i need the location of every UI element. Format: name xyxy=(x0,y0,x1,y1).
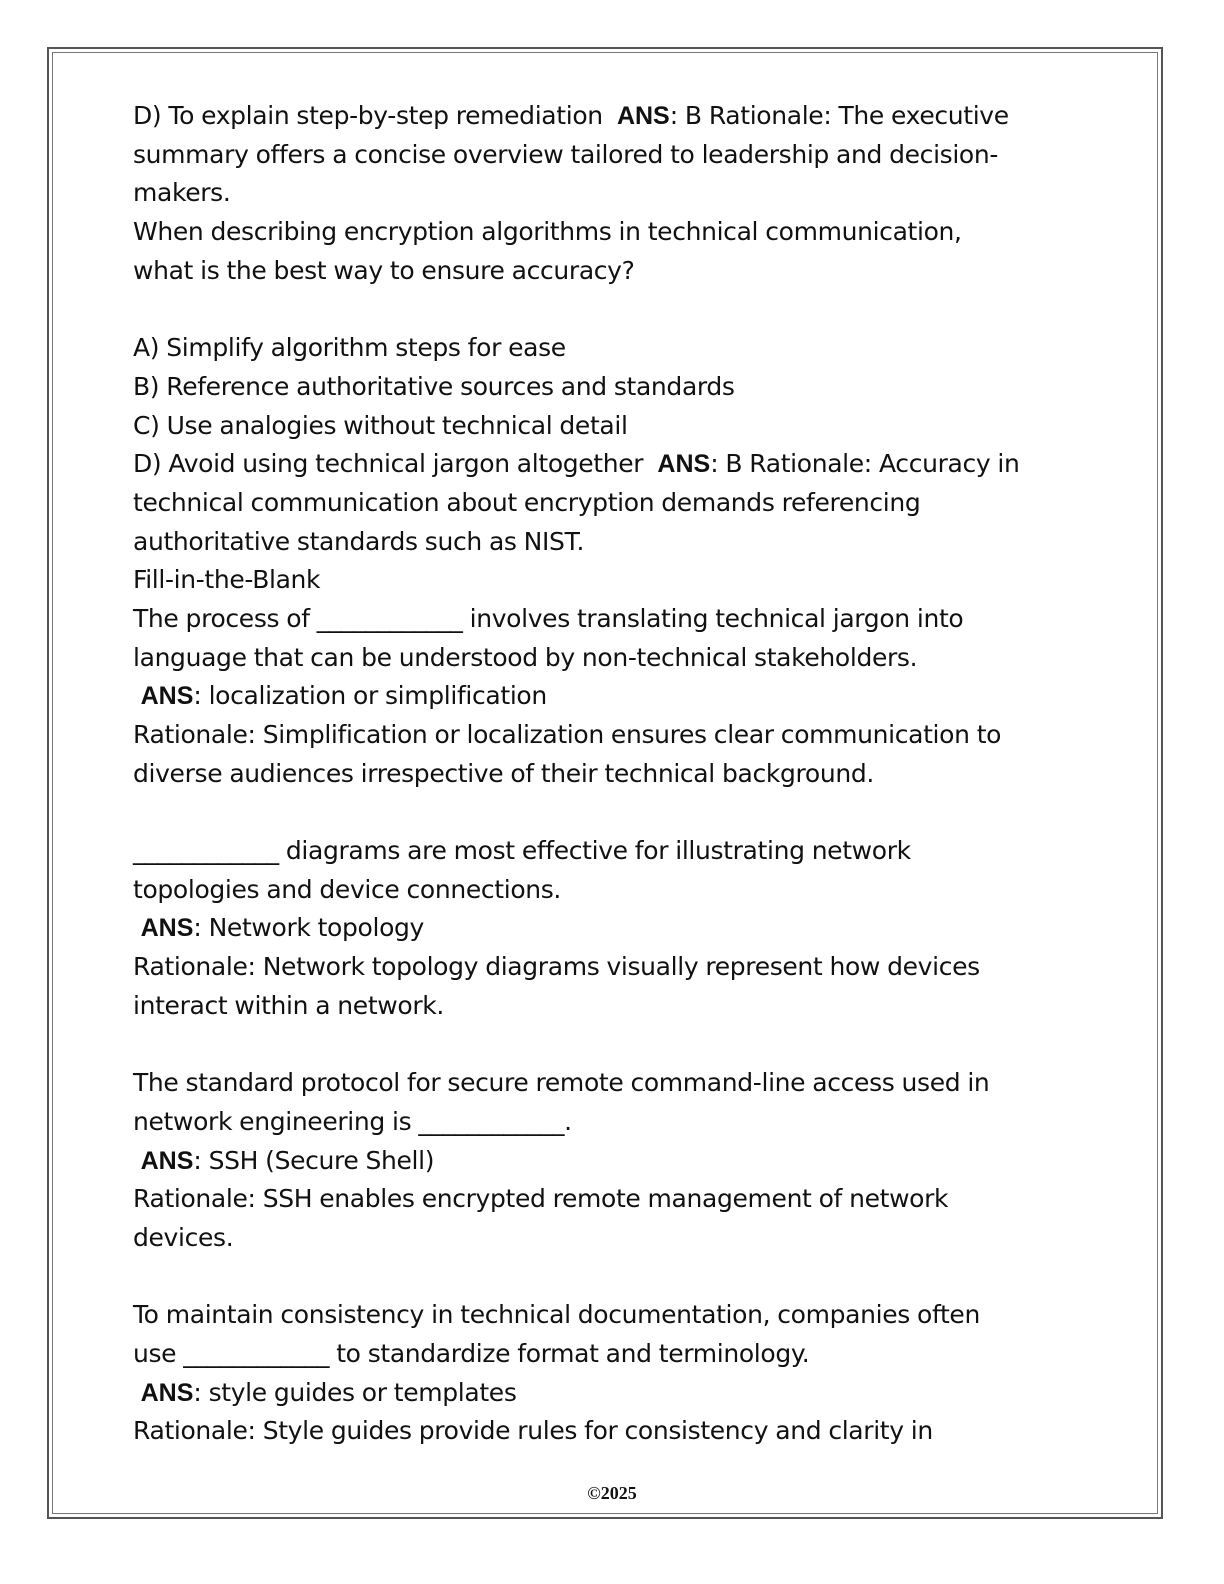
text-line: use ____________ to standardize format and terminology. xyxy=(133,1339,810,1368)
text-line: C) Use analogies without technical detail xyxy=(133,410,628,440)
text-line: Rationale: Simplification or localization ensures clear communication to xyxy=(133,720,1002,749)
ans-label: ANS xyxy=(140,682,194,711)
answer-line-lead xyxy=(133,681,141,710)
answer-text: : B Rationale: The executive xyxy=(669,101,1009,130)
blank-line xyxy=(133,793,1093,832)
answer-line xyxy=(133,1374,1093,1413)
answer-text: : SSH (Secure Shell) xyxy=(193,1145,435,1175)
blank-line xyxy=(133,1258,1093,1297)
text-line: topologies and device connections. xyxy=(133,874,562,904)
text-line: interact within a network. xyxy=(133,990,444,1020)
text-line: ____________ diagrams are most effective for illustrating network xyxy=(133,836,911,866)
answer-text: : B Rationale: Accuracy in xyxy=(710,449,1020,479)
document-body xyxy=(133,97,1093,1451)
ans-label: ANS xyxy=(140,914,194,943)
blank-line xyxy=(133,290,1093,329)
text-line: language that can be understood by non-technical stakeholders. xyxy=(133,642,918,672)
text-line: Fill-in-the-Blank xyxy=(133,565,321,595)
text-line: diverse audiences irrespective of their technical background. xyxy=(133,758,874,788)
text-line: When describing encryption algorithms in technical communication, xyxy=(133,217,962,247)
text-line: Rationale: SSH enables encrypted remote management of network xyxy=(133,1184,949,1214)
text-line: A) Simplify algorithm steps for ease xyxy=(133,333,566,363)
answer-line xyxy=(133,1142,1093,1181)
answer-line-lead xyxy=(133,1146,141,1175)
text-line: network engineering is ____________. xyxy=(133,1106,572,1136)
blank-line xyxy=(133,1026,1093,1065)
text-line: authoritative standards such as NIST. xyxy=(133,526,585,556)
ans-label: ANS xyxy=(140,1378,194,1407)
copyright-footer: ©2025 xyxy=(587,1483,637,1503)
answer-text: : style guides or templates xyxy=(193,1377,517,1407)
text-line: B) Reference authoritative sources and standards xyxy=(133,371,735,401)
text-line: Rationale: Style guides provide rules for consistency and clarity in xyxy=(133,1416,933,1446)
ans-label: ANS xyxy=(657,450,711,479)
answer-text: : Network topology xyxy=(193,913,424,943)
answer-line-lead xyxy=(133,1378,141,1407)
text-line: To maintain consistency in technical documentation, companies often xyxy=(133,1300,980,1330)
text-line: summary offers a concise overview tailored to leadership and decision- xyxy=(133,139,999,169)
text-line: what is the best way to ensure accuracy? xyxy=(133,255,635,285)
text-line: devices. xyxy=(133,1222,234,1252)
answer-line-lead xyxy=(133,913,141,942)
answer-line-lead: D) Avoid using technical jargon altogether xyxy=(133,449,658,479)
ans-label: ANS xyxy=(616,102,670,130)
ans-label: ANS xyxy=(140,1146,194,1175)
answer-line xyxy=(133,677,1093,716)
answer-line xyxy=(133,97,1093,136)
answer-line xyxy=(133,445,1093,484)
text-line: Rationale: Network topology diagrams visually represent how devices xyxy=(133,952,980,982)
text-line: makers. xyxy=(133,178,231,208)
text-line: The standard protocol for secure remote command-line access used in xyxy=(133,1068,990,1098)
text-line: technical communication about encryption demands referencing xyxy=(133,487,921,517)
answer-line xyxy=(133,909,1093,948)
answer-text: : localization or simplification xyxy=(193,681,547,711)
text-line: The process of ____________ involves translating technical jargon into xyxy=(133,603,964,633)
answer-line-lead: D) To explain step-by-step remediation xyxy=(133,101,617,130)
